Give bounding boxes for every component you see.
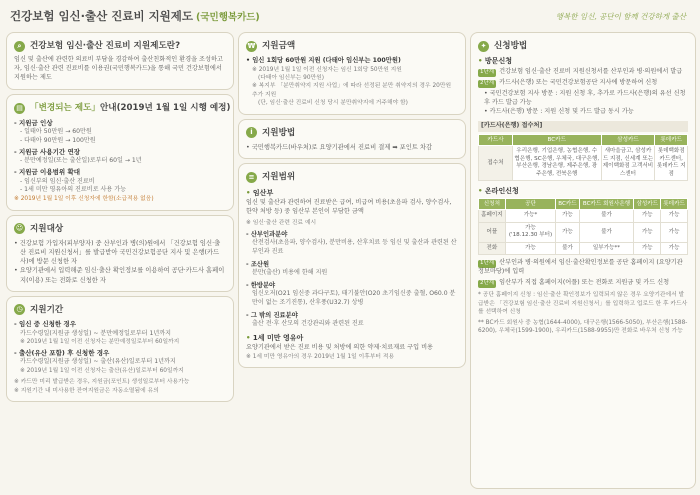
table-row: 어플 가능 ('18.12.30 부터) 가능 불가 가능 가능: [479, 222, 688, 242]
visit-extra-1: • 카드사(은행) 방문 : 지원 신청 및 카드 발급 동시 가능: [484, 107, 634, 115]
changes-group-0: - 지원금 인상 - 일태아 50만원 → 60만원 - 다태아 90만원 → 100만원: [14, 118, 96, 145]
apply-box: [470, 32, 696, 489]
column-middle: [238, 32, 466, 489]
online-step-1: 2단계 임산부가 직접 홈페이지(어플) 또는 전화로 지원금 및 카드 신청: [480, 279, 670, 287]
table-row: 전화 가능 불가 일부가능** 가능 가능: [479, 242, 688, 255]
scope-item-2: - 한방분야 임신오저(O21 임신중 과다구토), 태기불안(O20 초기임신중 출혈, O60.0 분만이 없는 조기진통), 산후풍(U32.7) 상병: [246, 281, 458, 308]
clock-icon: ◷: [14, 304, 25, 315]
info-icon: i: [246, 127, 257, 138]
table-row: 홈페이지 가능* 가능 불가 가능 가능: [479, 210, 688, 223]
column-right: [470, 32, 696, 489]
period-block-0: - 임신 중 신청한 경우 카드수령일(지원금 생성일) ~ 분만예정일로부터 1년까지 ※ 2019년 1월 1일 이전 신청자는 분만예정일로부터 60일까지: [14, 320, 180, 346]
document-icon: ▤: [14, 103, 25, 114]
intro-title: ⌕ 건강보험 임신·출산 진료비 지원제도란?: [14, 40, 226, 52]
scope-sub2-note: ※ 1세 미만 영유아의 경우 2019년 1월 1일 이후부터 적용: [246, 353, 395, 360]
method-title: i 지원방법: [246, 127, 458, 139]
scope-sub2-head: • 1세 미만 영유아: [246, 333, 458, 343]
changes-title: ▤ 「변경되는 제도」 안내(2019년 1월 1일 시행 예정): [14, 102, 226, 114]
slogan: 행복한 임신, 공단이 함께 건강하게 출산: [555, 12, 686, 21]
scope-box: [238, 163, 466, 368]
changes-box: [6, 94, 234, 210]
target-box: [6, 215, 234, 292]
scope-sub2-text: 요양기관에서 받은 진료 비용 및 처방에 의한 약제·치료재료 구입 비용: [246, 343, 434, 351]
coin-icon: ₩: [247, 41, 256, 50]
table-row: 접수처 우리은행, 기업은행, 농협은행, 수협은행, SC은행, 우체국, 대구은행, 부산은행, 경남은행, 제주은행, 광주은행, 전북은행 새마을금고, 삼성카드 지점, 신세계 또는 제이백화점 고객서비스센터 롯데백화점 카드센터, 롯데카드 지점: [479, 146, 688, 181]
card-table: 카드사 BC카드 삼성카드 롯데카드 접수처 우리은행, 기업은행, 농협은행, 수협은행, SC은행, 우체국, 대구은행, 부산은행, 경남은행, 제주은행, 광주은행, 전북은행 새마을금고, 삼성카드 지점, 신세계 또는 제이백화점 고객서비스센터 롯데백화점 카드센터, 롯데카드 지점: [478, 134, 688, 182]
scope-sub1-head: • 임산부: [246, 188, 458, 198]
period-box: [6, 296, 234, 403]
lightbulb-icon: ✦: [478, 41, 489, 52]
online-head: • 온라인신청: [478, 186, 688, 196]
online-step-0: 1단계 산부인과 병·의원에서 임신·출산확인정보를 공단 홈페이지 (요양기관정보마당)에 입력: [478, 259, 683, 276]
scope-sub1-text: 임신 및 출산과 관련하여 진료받은 급여, 비급여 비용(초음파 검사, 양수검사, 한약 처방 등) 중 임산부 본인이 부담한 금액: [246, 198, 452, 215]
footnote-1: ** BC카드 회원사 중 농협(1644-4000), 대구은행(1566-5050), 부산은행(1588-6200), 우체국(1599-1900), 우리카드(1588-9955)만 전화로 바우처 신청 가능: [478, 319, 688, 334]
scope-item-1: - 조산원 분만(출산) 비용에 한해 지원: [246, 260, 458, 278]
page-subtitle: (국민행복카드): [196, 12, 260, 23]
changes-note: ※ 2019년 1월 1일 이후 신청자에 한함(소급적용 없음): [14, 196, 154, 203]
method-text: • 국민행복카드(바우처)로 요양기관에서 진료비 결제 ➡ 포인트 차감: [246, 143, 433, 151]
card-table-caption: [카드사(은행) 접수처]: [478, 121, 688, 132]
apply-title: ✦ 신청방법: [478, 40, 688, 52]
online-table: 신청처 공단 BC카드 BC카드 회원사은행 삼성카드 롯데카드 홈페이지 가능* 가능 불가 가능 가능 어플 가능 ('18.12.30 부터) 가능 불가 가능 가능 전화 가능 불가 일부가능** 가능 가능: [478, 198, 688, 256]
column-left: [6, 32, 234, 489]
page-title: 건강보험 임신·출산 진료비 지원제도 (국민행복카드): [10, 9, 260, 23]
search-icon: ⌕: [14, 41, 25, 52]
scope-item-3: - 그 밖의 진료분야 출산 전·후 산모의 건강관리와 관련된 진료: [246, 311, 458, 329]
scope-title: ≡ 지원범위: [246, 171, 458, 183]
intro-box: [6, 32, 234, 90]
list-icon: ≡: [246, 172, 257, 183]
period-title: ◷ 지원기간: [14, 304, 226, 316]
amount-box: ₩ 지원금액 • 임신 1회당 60만원 지원 (다태아 임신부는 100만원) ※ 2019년 1월 1일 이전 신청자는 임신 1회당 50만원 지원 (다태아 임신부는 90만원) ※ 복지부 「분만취약지 지원 사업」에 따라 선정된 분만 취약지의 경우 20만원 추가 지원 (단, 임신·출산 진료비 신청 당시 분만취약지에 거주해야 함): [238, 32, 466, 115]
visit-step-0: 1단계 건강보험 임신·출산 진료비 지원신청서를 산부인과 병·의원에서 발급: [480, 67, 683, 75]
people-icon: ☺: [15, 224, 24, 233]
period-block-1: - 출산(유산 포함) 후 신청한 경우 카드수령일(지원금 생성일) ~ 출산(유산)일로부터 1년까지 ※ 2019년 1월 1일 이전 신청자는 출산(유산)일로부터 60일까지: [14, 348, 184, 375]
footnote-0: * 공단 홈페이지 신청 : 임신·출산 확인정보가 입력되지 않은 경우 요양기관에서 발급받은 「건강보험 임신·출산 진료비 지원신청서」를 입력하고 업로드 한 후 카드사를 선택하여 신청: [478, 292, 688, 316]
changes-group-1: - 지원금 사용기간 연장 - 분만예정일(또는 출산일)로부터 60일 → 1년: [14, 147, 142, 165]
method-box: [238, 119, 466, 160]
period-note-1: ※ 지원기간 내 미사용한 잔여지원금은 자동소멸됨에 유의: [14, 387, 159, 394]
target-bullet-0: • 건강보험 가입자(피부양자) 중 산부인과 병(의)원에서 「건강보험 임신·출산 진료비 지원신청서」를 발급받아 국민건강보험공단 지사 및 은행(카드사)에 방문 신청한 자: [14, 240, 221, 266]
period-note-0: ※ 카드만 미리 발급받은 경우, 지원금(포인트) 생성일로부터 사용가능: [14, 379, 190, 386]
target-title: ☺ 지원대상: [15, 223, 64, 234]
target-bullet-1: • 요양기관에서 입력해준 임신·출산 확인정보를 이용하여 공단·카드사 홈페이지(이용) 또는 전화로 신청한 자: [14, 267, 225, 284]
scope-item-0: - 산부인과분야 산전검사(초음파, 양수검사), 분만비용, 산후치료 등 임신 및 출산과 관련된 산부인과 진료: [246, 230, 458, 257]
amount-lead: • 임신 1회당 60만원 지원 (다태아 임신부는 100만원): [246, 57, 401, 65]
amount-title: ₩ 지원금액: [247, 41, 296, 51]
intro-text: 임신 및 출산에 관련한 의료비 부담을 경감하여 출산친화적인 환경을 조성하고자, 임신·출산 관련 진료비를 이용권(국민행복카드)을 통해 국민 건강보험에서 지원하는 제도: [14, 56, 223, 82]
changes-group-2: - 지원금 이용범위 확대 - 임신부의 임신·출산 진료비 - 1세 미만 영유아의 진료비로 사용 가능: [14, 168, 126, 194]
visit-head: • 방문신청: [478, 56, 688, 66]
visit-step-1: 2단계 카드사(은행) 또는 국민건강보험공단 지사에 방문하여 신청: [480, 78, 658, 86]
scope-sub1-note: ※ 임신·출산 관련 진료 예시: [246, 219, 317, 226]
visit-extra-0: • 국민건강보험 지사 방문 : 지원 신청 후, 추가로 카드사(은행)의 유선 신청 후 카드 발급 가능: [484, 89, 686, 106]
